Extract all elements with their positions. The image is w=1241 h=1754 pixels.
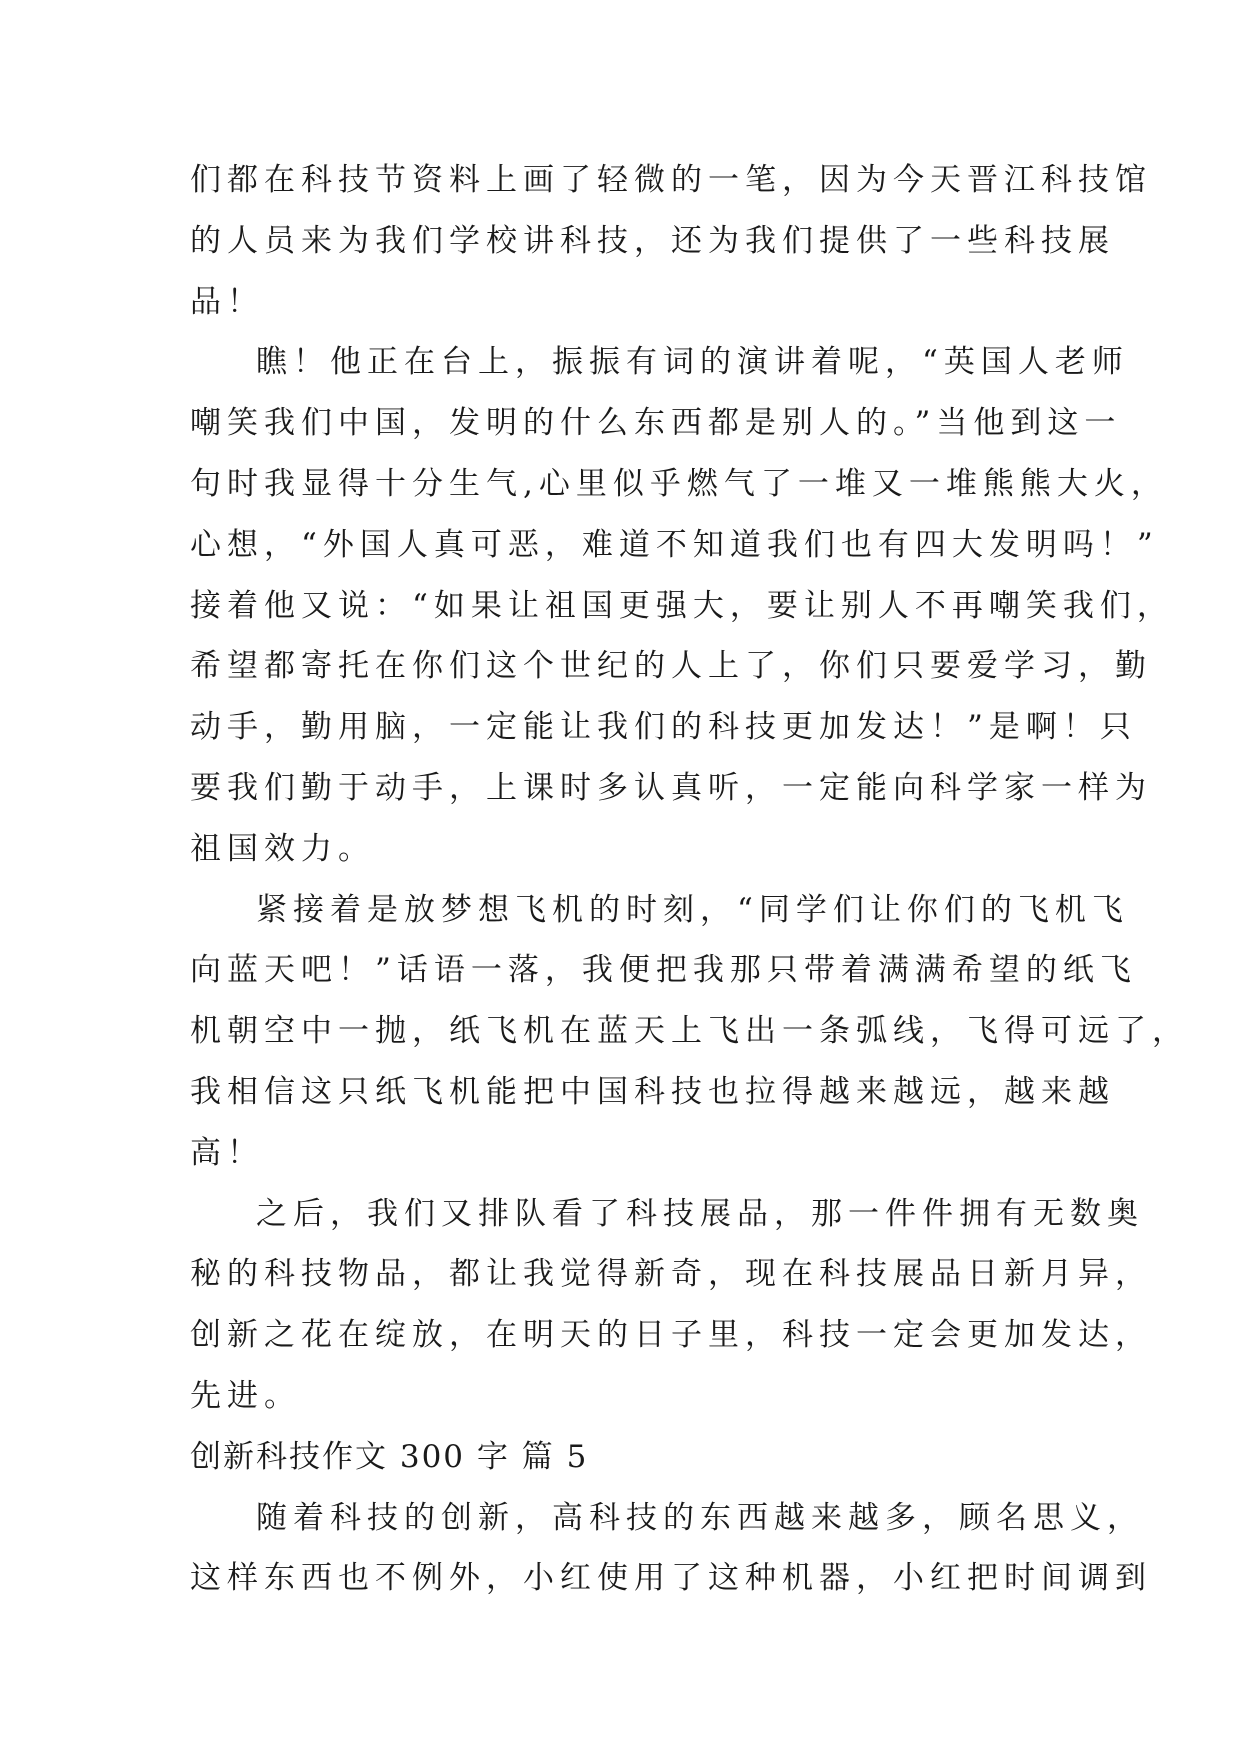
text-line: 我相信这只纸飞机能把中国科技也拉得越来越远，越来越	[190, 1073, 1115, 1110]
text-line: 紧接着是放梦想飞机的时刻，“同学们让你们的飞机飞	[256, 891, 1129, 928]
text-line: 的人员来为我们学校讲科技，还为我们提供了一些科技展	[190, 222, 1115, 259]
text-line: 机朝空中一抛，纸飞机在蓝天上飞出一条弧线，飞得可远了，	[190, 1013, 1189, 1050]
text-line: 动手，勤用脑，一定能让我们的科技更加发达！”是啊！只	[190, 709, 1137, 746]
text-line: 瞧！他正在台上，振振有词的演讲着呢，“英国人老师	[256, 344, 1129, 381]
text-line: 嘲笑我们中国，发明的什么东西都是别人的。”当他到这一	[190, 405, 1122, 442]
text-line: 句时我显得十分生气,心里似乎燃气了一堆又一堆熊熊大火，	[190, 465, 1168, 502]
text-line: 希望都寄托在你们这个世纪的人上了，你们只要爱学习，勤	[190, 648, 1152, 685]
text-line: 随着科技的创新，高科技的东西越来越多，顾名思义，	[256, 1499, 1144, 1536]
text-line: 要我们勤于动手，上课时多认真听，一定能向科学家一样为	[190, 769, 1152, 806]
text-line: 接着他又说：“如果让祖国更强大，要让别人不再嘲笑我们，	[190, 587, 1174, 624]
text-line: 品！	[190, 283, 264, 320]
text-line: 向蓝天吧！”话语一落，我便把我那只带着满满希望的纸飞	[190, 952, 1137, 989]
text-line: 先进。	[190, 1377, 301, 1414]
text-line: 高！	[190, 1134, 264, 1171]
section-heading: 创新科技作文 300 字 篇 5	[190, 1438, 589, 1475]
text-line: 祖国效力。	[190, 830, 375, 867]
text-line: 这样东西也不例外，小红使用了这种机器，小红把时间调到	[190, 1560, 1152, 1597]
text-line: 之后，我们又排队看了科技展品，那一件件拥有无数奥	[256, 1195, 1144, 1232]
document-page	[190, 150, 1189, 1609]
text-line: 心想，“外国人真可恶，难道不知道我们也有四大发明吗！”	[190, 526, 1159, 563]
text-line: 们都在科技节资料上画了轻微的一笔，因为今天晋江科技馆	[190, 162, 1152, 198]
text-line: 创新之花在绽放，在明天的日子里，科技一定会更加发达，	[190, 1317, 1152, 1354]
text-line: 秘的科技物品，都让我觉得新奇，现在科技展品日新月异，	[190, 1256, 1152, 1293]
